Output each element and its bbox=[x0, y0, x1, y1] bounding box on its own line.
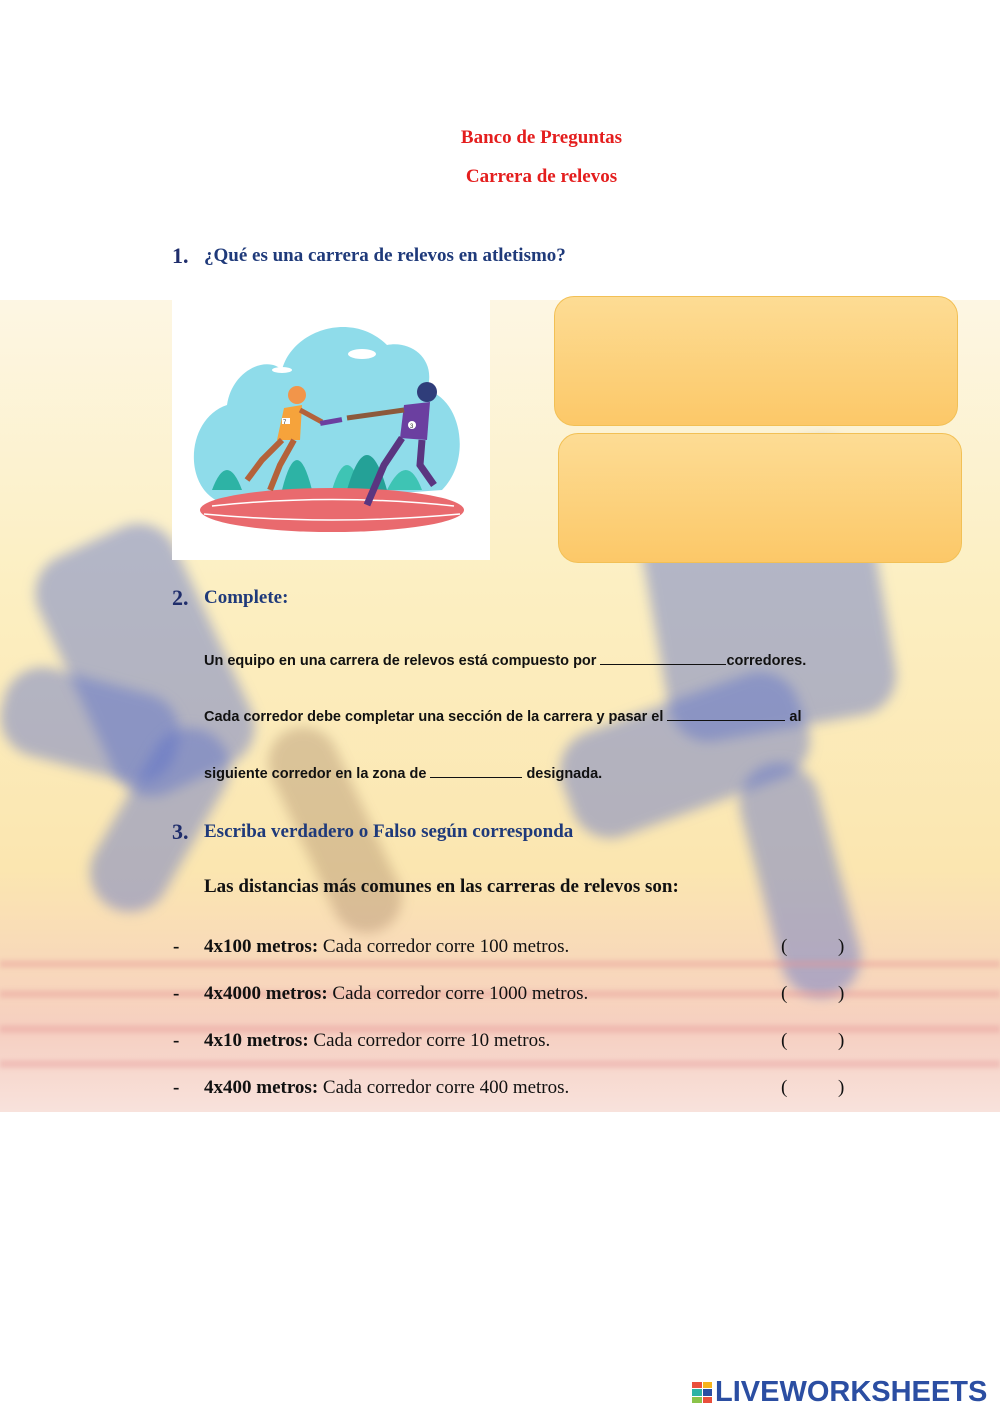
liveworksheets-logo bbox=[692, 1376, 987, 1409]
statement bbox=[204, 936, 569, 958]
svg-text:7: 7 bbox=[283, 420, 287, 426]
question-2-text: Complete: bbox=[204, 587, 289, 608]
complete-line-1-start: Un equipo en una carrera de relevos está compuesto por bbox=[204, 653, 601, 669]
answer-paren-open[interactable]: ( bbox=[781, 983, 788, 1004]
relay-illustration bbox=[172, 300, 490, 560]
blank-runners-count[interactable] bbox=[600, 650, 726, 665]
complete-line-3-end: designada. bbox=[522, 766, 603, 782]
answer-box-2[interactable] bbox=[558, 433, 962, 563]
statement-distance: 4x10 metros: bbox=[204, 1030, 309, 1051]
true-false-item bbox=[0, 1077, 1000, 1103]
true-false-item bbox=[0, 983, 1000, 1009]
statement-distance: 4x100 metros: bbox=[204, 936, 319, 957]
complete-line-3 bbox=[204, 763, 602, 782]
answer-paren-close[interactable]: ) bbox=[838, 983, 845, 1004]
answer-paren-open[interactable]: ( bbox=[781, 1030, 788, 1051]
question-3-number: 3. bbox=[172, 819, 189, 844]
logo-grid-icon bbox=[692, 1382, 712, 1404]
question-2-number: 2. bbox=[172, 585, 189, 610]
complete-line-1-end: corredores. bbox=[726, 653, 807, 669]
bullet-dash: - bbox=[173, 983, 180, 1004]
page-subtitle: Carrera de relevos bbox=[465, 166, 618, 187]
relay-runners-image bbox=[172, 300, 490, 560]
complete-line-3-start: siguiente corredor en la zona de bbox=[204, 766, 431, 782]
svg-text:3: 3 bbox=[410, 424, 414, 430]
answer-paren-open[interactable]: ( bbox=[781, 936, 788, 957]
complete-line-2 bbox=[204, 706, 802, 725]
bullet-dash: - bbox=[173, 936, 180, 957]
statement bbox=[204, 1030, 550, 1052]
statement bbox=[204, 983, 588, 1005]
answer-box-1[interactable] bbox=[554, 296, 958, 426]
statement-text: Cada corredor corre 100 metros. bbox=[318, 936, 570, 957]
statement-text: Cada corredor corre 400 metros. bbox=[318, 1077, 570, 1098]
true-false-item bbox=[0, 936, 1000, 962]
answer-paren-close[interactable]: ) bbox=[838, 1030, 845, 1051]
statement-distance: 4x400 metros: bbox=[204, 1077, 319, 1098]
true-false-intro: Las distancias más comunes en las carreras de relevos son: bbox=[204, 876, 679, 897]
question-3-text: Escriba verdadero o Falso según corresponda bbox=[204, 821, 574, 842]
complete-line-2-end: al bbox=[785, 709, 802, 725]
statement bbox=[204, 1077, 569, 1099]
blank-baton[interactable] bbox=[667, 706, 785, 721]
statement-text: Cada corredor corre 10 metros. bbox=[308, 1030, 551, 1051]
logo-wordmark: LIVEWORKSHEETS bbox=[715, 1376, 988, 1408]
true-false-item bbox=[0, 1030, 1000, 1056]
complete-line-1 bbox=[204, 650, 806, 669]
statement-text: Cada corredor corre 1000 metros. bbox=[327, 983, 589, 1004]
complete-line-2-start: Cada corredor debe completar una sección de la carrera y pasar el bbox=[204, 709, 668, 725]
blank-zone[interactable] bbox=[430, 763, 522, 778]
bullet-dash: - bbox=[173, 1030, 180, 1051]
answer-paren-open[interactable]: ( bbox=[781, 1077, 788, 1098]
question-1-text: ¿Qué es una carrera de relevos en atletismo? bbox=[204, 245, 566, 266]
bullet-dash: - bbox=[173, 1077, 180, 1098]
question-1-number: 1. bbox=[172, 243, 189, 268]
answer-paren-close[interactable]: ) bbox=[838, 936, 845, 957]
statement-distance: 4x4000 metros: bbox=[204, 983, 328, 1004]
answer-paren-close[interactable]: ) bbox=[838, 1077, 845, 1098]
page-title: Banco de Preguntas bbox=[460, 127, 623, 148]
